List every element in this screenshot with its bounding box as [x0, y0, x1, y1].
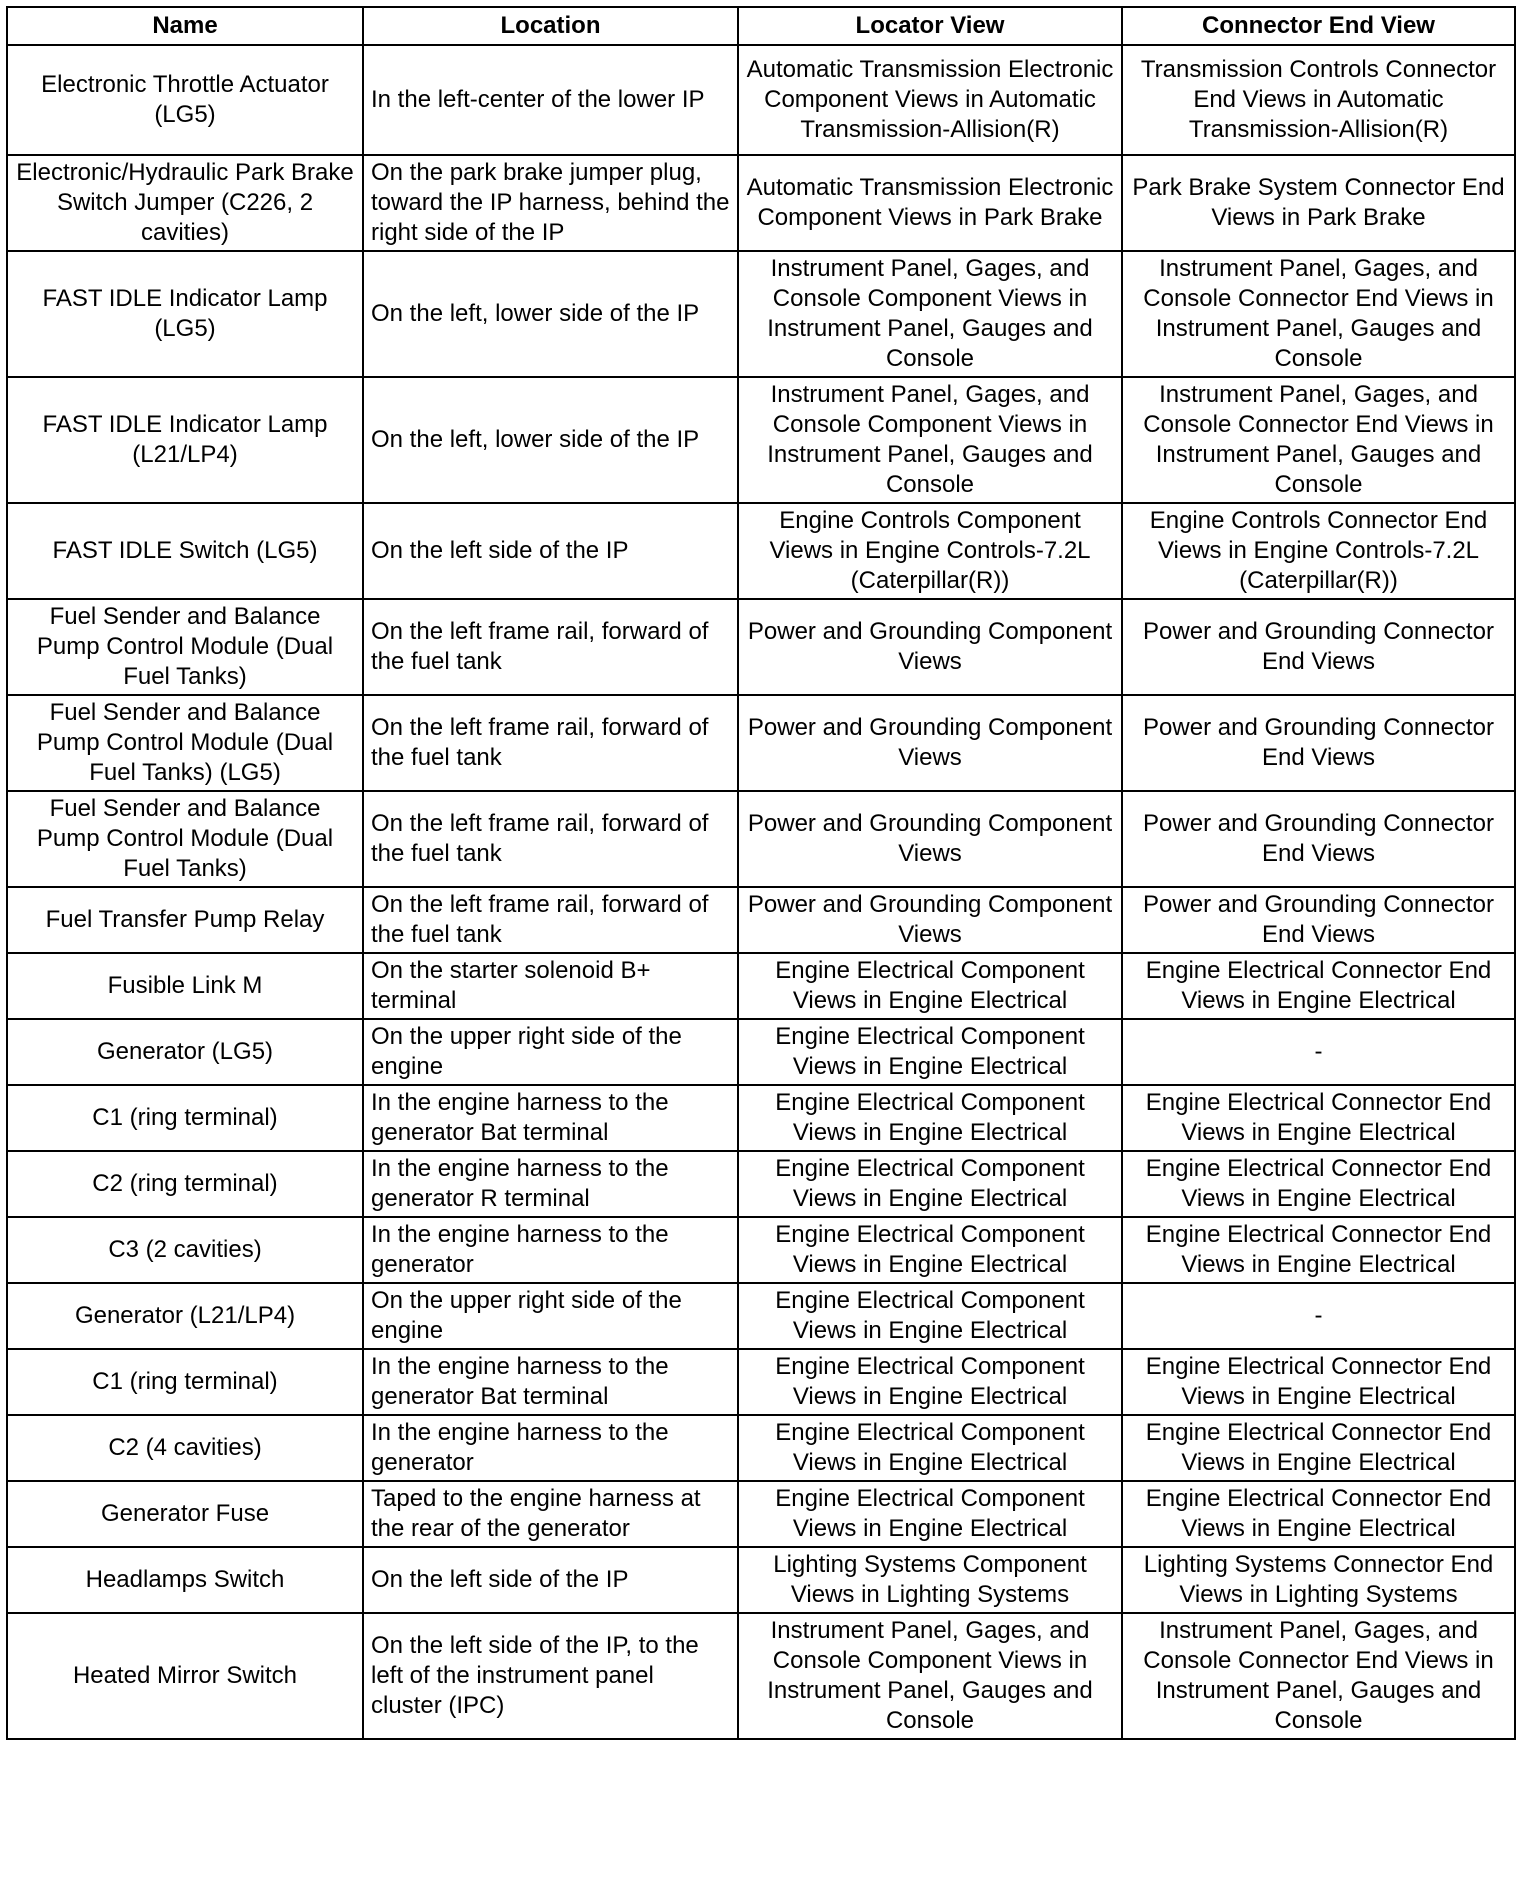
cell-locator-view: Automatic Transmission Electronic Component Views in Park Brake: [738, 155, 1122, 251]
cell-name: C1 (ring terminal): [7, 1085, 363, 1151]
cell-locator-view: Power and Grounding Component Views: [738, 599, 1122, 695]
table-row: [7, 251, 1515, 377]
cell-name: Electronic Throttle Actuator (LG5): [7, 45, 363, 155]
cell-location: On the left frame rail, forward of the fuel tank: [363, 887, 738, 953]
cell-name: Fuel Sender and Balance Pump Control Module (Dual Fuel Tanks): [7, 599, 363, 695]
cell-location: In the engine harness to the generator R terminal: [363, 1151, 738, 1217]
cell-name: Fuel Sender and Balance Pump Control Module (Dual Fuel Tanks): [7, 791, 363, 887]
cell-connector-end-view: Engine Electrical Connector End Views in Engine Electrical: [1122, 953, 1515, 1019]
cell-location: On the left side of the IP: [363, 503, 738, 599]
cell-locator-view: Engine Controls Component Views in Engine Controls-7.2L (Caterpillar(R)): [738, 503, 1122, 599]
cell-locator-view: Engine Electrical Component Views in Engine Electrical: [738, 1349, 1122, 1415]
cell-locator-view: Automatic Transmission Electronic Component Views in Automatic Transmission-Allision(R): [738, 45, 1122, 155]
cell-locator-view: Engine Electrical Component Views in Engine Electrical: [738, 1019, 1122, 1085]
cell-locator-view: Engine Electrical Component Views in Engine Electrical: [738, 953, 1122, 1019]
cell-location: On the left, lower side of the IP: [363, 377, 738, 503]
table-header: [7, 7, 1515, 45]
cell-name: C3 (2 cavities): [7, 1217, 363, 1283]
table-row: [7, 1613, 1515, 1739]
cell-locator-view: Engine Electrical Component Views in Engine Electrical: [738, 1217, 1122, 1283]
table-row: [7, 503, 1515, 599]
column-header-locator-view: Locator View: [738, 7, 1122, 45]
component-locator-table: [6, 6, 1516, 1740]
column-header-location: Location: [363, 7, 738, 45]
cell-location: On the left frame rail, forward of the fuel tank: [363, 599, 738, 695]
table-row: [7, 45, 1515, 155]
table-row: [7, 1415, 1515, 1481]
cell-locator-view: Engine Electrical Component Views in Engine Electrical: [738, 1151, 1122, 1217]
cell-name: Generator (L21/LP4): [7, 1283, 363, 1349]
cell-location: On the upper right side of the engine: [363, 1283, 738, 1349]
table-row: [7, 1217, 1515, 1283]
table-row: [7, 155, 1515, 251]
table-row: [7, 791, 1515, 887]
table-row: [7, 887, 1515, 953]
cell-location: In the left-center of the lower IP: [363, 45, 738, 155]
cell-location: On the park brake jumper plug, toward the IP harness, behind the right side of the IP: [363, 155, 738, 251]
table-body: [7, 45, 1515, 1739]
cell-connector-end-view: Engine Electrical Connector End Views in Engine Electrical: [1122, 1151, 1515, 1217]
cell-location: On the left, lower side of the IP: [363, 251, 738, 377]
cell-location: On the left frame rail, forward of the fuel tank: [363, 791, 738, 887]
column-header-name: Name: [7, 7, 363, 45]
table-row: [7, 1085, 1515, 1151]
cell-locator-view: Lighting Systems Component Views in Lighting Systems: [738, 1547, 1122, 1613]
cell-locator-view: Engine Electrical Component Views in Engine Electrical: [738, 1415, 1122, 1481]
cell-location: On the left side of the IP: [363, 1547, 738, 1613]
table-row: [7, 1547, 1515, 1613]
header-row: [7, 7, 1515, 45]
cell-locator-view: Instrument Panel, Gages, and Console Component Views in Instrument Panel, Gauges and Console: [738, 377, 1122, 503]
cell-location: In the engine harness to the generator: [363, 1217, 738, 1283]
cell-connector-end-view: Engine Electrical Connector End Views in Engine Electrical: [1122, 1349, 1515, 1415]
cell-name: C2 (4 cavities): [7, 1415, 363, 1481]
cell-name: Heated Mirror Switch: [7, 1613, 363, 1739]
cell-location: In the engine harness to the generator Bat terminal: [363, 1085, 738, 1151]
cell-locator-view: Power and Grounding Component Views: [738, 695, 1122, 791]
cell-location: On the starter solenoid B+ terminal: [363, 953, 738, 1019]
cell-name: C1 (ring terminal): [7, 1349, 363, 1415]
table-row: [7, 599, 1515, 695]
cell-connector-end-view: Engine Electrical Connector End Views in Engine Electrical: [1122, 1415, 1515, 1481]
cell-locator-view: Power and Grounding Component Views: [738, 791, 1122, 887]
cell-connector-end-view: Engine Electrical Connector End Views in Engine Electrical: [1122, 1085, 1515, 1151]
cell-name: FAST IDLE Switch (LG5): [7, 503, 363, 599]
cell-connector-end-view: Engine Controls Connector End Views in Engine Controls-7.2L (Caterpillar(R)): [1122, 503, 1515, 599]
cell-connector-end-view: -: [1122, 1283, 1515, 1349]
table-row: [7, 1151, 1515, 1217]
component-locator-table-container: [6, 6, 1514, 1740]
cell-name: Fuel Transfer Pump Relay: [7, 887, 363, 953]
cell-connector-end-view: Park Brake System Connector End Views in Park Brake: [1122, 155, 1515, 251]
table-row: [7, 1019, 1515, 1085]
cell-locator-view: Instrument Panel, Gages, and Console Component Views in Instrument Panel, Gauges and Console: [738, 251, 1122, 377]
cell-connector-end-view: Engine Electrical Connector End Views in Engine Electrical: [1122, 1217, 1515, 1283]
cell-location: On the left frame rail, forward of the fuel tank: [363, 695, 738, 791]
cell-connector-end-view: Power and Grounding Connector End Views: [1122, 791, 1515, 887]
cell-location: In the engine harness to the generator Bat terminal: [363, 1349, 738, 1415]
cell-connector-end-view: Lighting Systems Connector End Views in Lighting Systems: [1122, 1547, 1515, 1613]
cell-locator-view: Engine Electrical Component Views in Engine Electrical: [738, 1283, 1122, 1349]
cell-name: Fusible Link M: [7, 953, 363, 1019]
cell-name: Generator Fuse: [7, 1481, 363, 1547]
cell-locator-view: Engine Electrical Component Views in Engine Electrical: [738, 1481, 1122, 1547]
table-row: [7, 695, 1515, 791]
cell-name: FAST IDLE Indicator Lamp (LG5): [7, 251, 363, 377]
table-row: [7, 1283, 1515, 1349]
cell-location: Taped to the engine harness at the rear of the generator: [363, 1481, 738, 1547]
cell-name: Generator (LG5): [7, 1019, 363, 1085]
cell-connector-end-view: Engine Electrical Connector End Views in Engine Electrical: [1122, 1481, 1515, 1547]
cell-connector-end-view: Transmission Controls Connector End Views in Automatic Transmission-Allision(R): [1122, 45, 1515, 155]
table-row: [7, 1481, 1515, 1547]
cell-connector-end-view: Instrument Panel, Gages, and Console Connector End Views in Instrument Panel, Gauges and Console: [1122, 377, 1515, 503]
cell-name: Headlamps Switch: [7, 1547, 363, 1613]
cell-locator-view: Instrument Panel, Gages, and Console Component Views in Instrument Panel, Gauges and Console: [738, 1613, 1122, 1739]
cell-name: C2 (ring terminal): [7, 1151, 363, 1217]
cell-locator-view: Power and Grounding Component Views: [738, 887, 1122, 953]
cell-locator-view: Engine Electrical Component Views in Engine Electrical: [738, 1085, 1122, 1151]
cell-connector-end-view: Power and Grounding Connector End Views: [1122, 599, 1515, 695]
table-row: [7, 1349, 1515, 1415]
cell-location: In the engine harness to the generator: [363, 1415, 738, 1481]
cell-location: On the upper right side of the engine: [363, 1019, 738, 1085]
cell-connector-end-view: Instrument Panel, Gages, and Console Connector End Views in Instrument Panel, Gauges and Console: [1122, 1613, 1515, 1739]
cell-name: Electronic/Hydraulic Park Brake Switch Jumper (C226, 2 cavities): [7, 155, 363, 251]
cell-name: Fuel Sender and Balance Pump Control Module (Dual Fuel Tanks) (LG5): [7, 695, 363, 791]
cell-connector-end-view: Power and Grounding Connector End Views: [1122, 695, 1515, 791]
cell-connector-end-view: -: [1122, 1019, 1515, 1085]
cell-location: On the left side of the IP, to the left of the instrument panel cluster (IPC): [363, 1613, 738, 1739]
cell-name: FAST IDLE Indicator Lamp (L21/LP4): [7, 377, 363, 503]
cell-connector-end-view: Power and Grounding Connector End Views: [1122, 887, 1515, 953]
table-row: [7, 377, 1515, 503]
column-header-connector-end-view: Connector End View: [1122, 7, 1515, 45]
cell-connector-end-view: Instrument Panel, Gages, and Console Connector End Views in Instrument Panel, Gauges and Console: [1122, 251, 1515, 377]
table-row: [7, 953, 1515, 1019]
